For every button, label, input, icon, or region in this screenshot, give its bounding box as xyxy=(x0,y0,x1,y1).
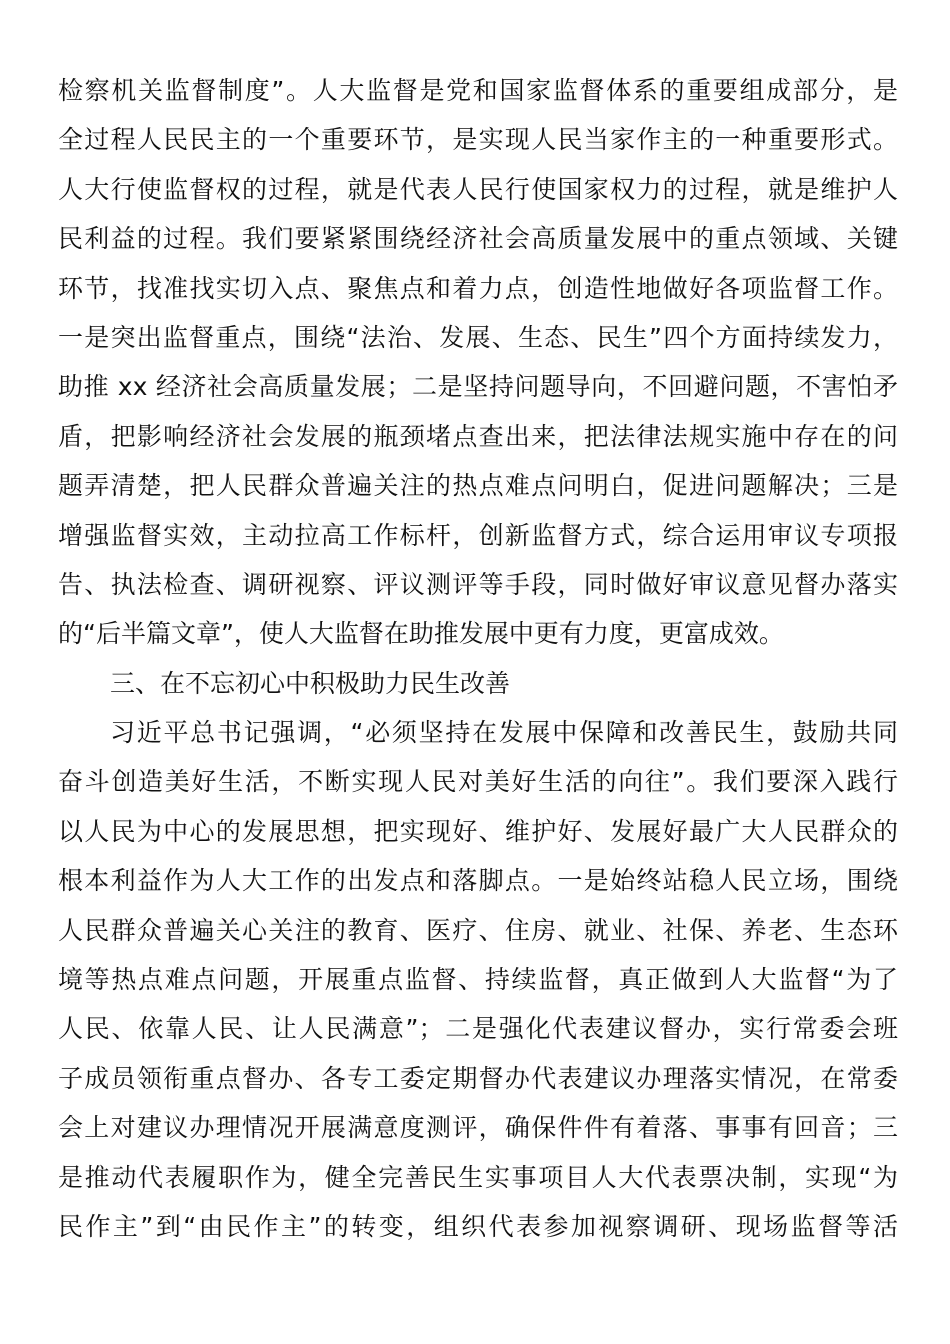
text-line: 习近平总书记强调，“必须坚持在发展中保障和改善民生，鼓励共同 xyxy=(110,718,898,748)
text-line: 民利益的过程。我们要紧紧围绕经济社会高质量发展中的重点领域、关键 xyxy=(58,224,898,254)
text-line: 盾，把影响经济社会发展的瓶颈堵点查出来，把法律法规实施中存在的问 xyxy=(58,421,898,451)
text-line: 检察机关监督制度”。人大监督是党和国家监督体系的重要组成部分，是 xyxy=(58,76,898,105)
text-line: 环节，找准找实切入点、聚焦点和着力点，创造性地做好各项监督工作。 xyxy=(58,273,898,303)
text-line: 是推动代表履职作为，健全完善民生实事项目人大代表票决制，实现“为 xyxy=(58,1162,898,1192)
text-line: 告、执法检查、调研视察、评议测评等手段，同时做好审议意见督办落实 xyxy=(58,569,898,599)
text-line: 一是突出监督重点，围绕“法治、发展、生态、民生”四个方面持续发力， xyxy=(58,322,898,352)
text-line: 助推 xx 经济社会高质量发展；二是坚持问题导向，不回避问题，不害怕矛 xyxy=(58,372,898,402)
text-line: 增强监督实效，主动拉高工作标杆，创新监督方式，综合运用审议专项报 xyxy=(58,520,898,550)
text-line: 会上对建议办理情况开展满意度测评，确保件件有着落、事事有回音；三 xyxy=(58,1113,898,1143)
text-line: 人民、依靠人民、让人民满意”；二是强化代表建议督办，实行常委会班 xyxy=(58,1014,898,1044)
text-line: 境等热点难点问题，开展重点监督、持续监督，真正做到人大监督“为了 xyxy=(58,965,898,995)
text-line: 全过程人民民主的一个重要环节，是实现人民当家作主的一种重要形式。 xyxy=(58,125,898,155)
document-body xyxy=(58,66,898,1251)
text-line: 子成员领衔重点督办、各专工委定期督办代表建议办理落实情况，在常委 xyxy=(58,1063,898,1093)
text-line: 题弄清楚，把人民群众普遍关注的热点难点问明白，促进问题解决；三是 xyxy=(58,471,898,501)
text-line: 的“后半篇文章”，使人大监督在助推发展中更有力度，更富成效。 xyxy=(58,619,784,649)
text-line: 民作主”到“由民作主”的转变，组织代表参加视察调研、现场监督等活 xyxy=(58,1211,898,1241)
text-line: 人民群众普遍关心关注的教育、医疗、住房、就业、社保、养老、生态环 xyxy=(58,915,898,945)
text-line: 以人民为中心的发展思想，把实现好、维护好、发展好最广大人民群众的 xyxy=(58,816,898,846)
text-line: 奋斗创造美好生活，不断实现人民对美好生活的向往”。我们要深入践行 xyxy=(58,767,898,797)
section-heading: 三、在不忘初心中积极助力民生改善 xyxy=(110,668,511,698)
text-line: 人大行使监督权的过程，就是代表人民行使国家权力的过程，就是维护人 xyxy=(58,174,898,204)
text-line: 根本利益作为人大工作的出发点和落脚点。一是始终站稳人民立场，围绕 xyxy=(58,866,898,896)
